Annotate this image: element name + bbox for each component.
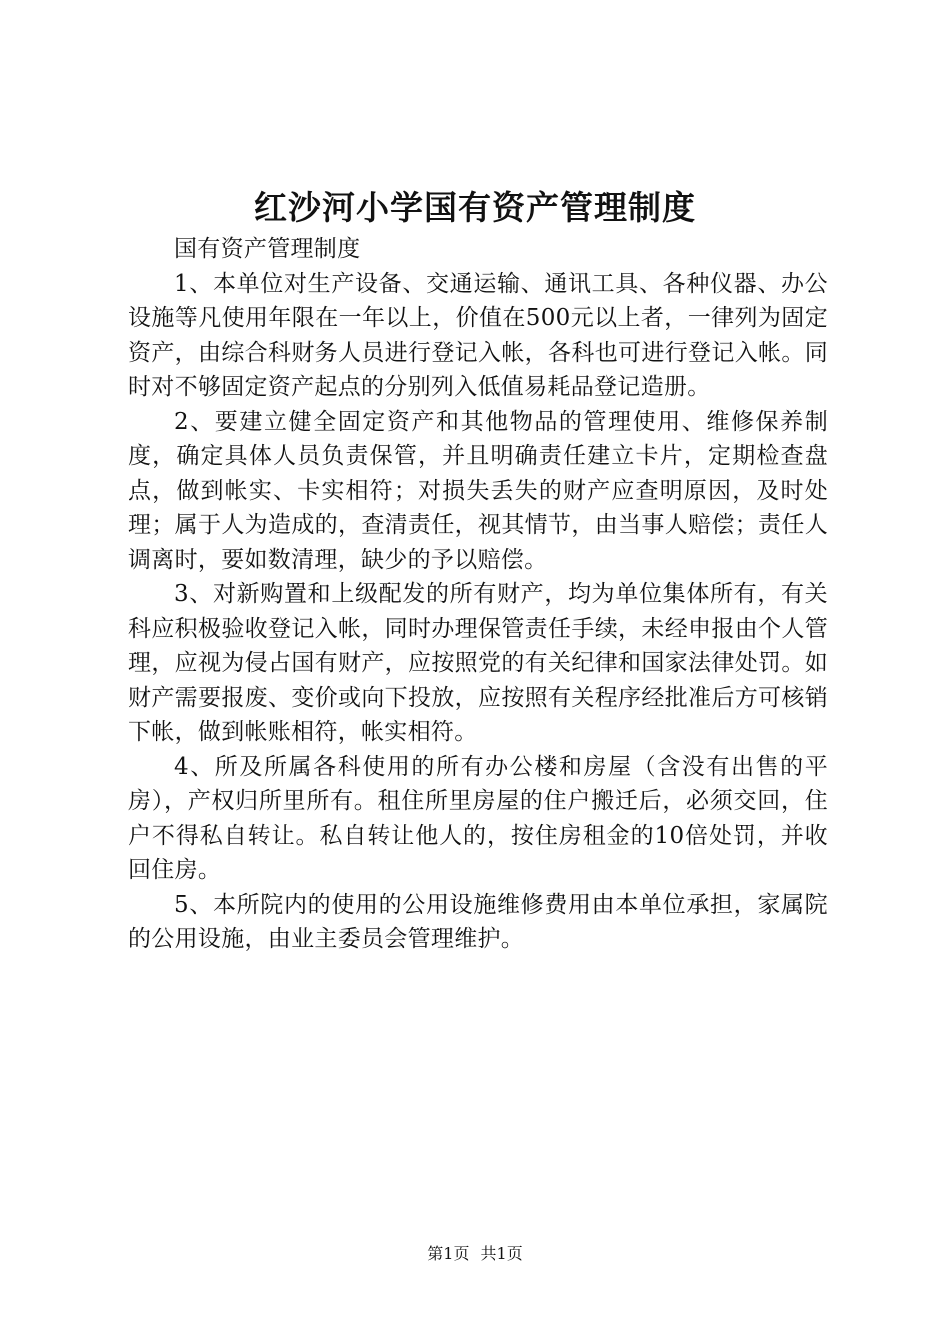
paragraph-1: 1、本单位对生产设备、交通运输、通讯工具、各种仪器、办公设施等凡使用年限在一年以上，价值在500元以上者，一律列为固定资产，由综合科财务人员进行登记入帐，各科也可进行登记入帐。同时对不够固定资产起点的分别列入低值易耗品登记造册。	[128, 270, 828, 400]
paragraph-2: 2、要建立健全固定资产和其他物品的管理使用、维修保养制度，确定具体人员负责保管，并且明确责任建立卡片，定期检查盘点，做到帐实、卡实相符；对损失丢失的财产应查明原因，及时处理；属于人为造成的，查清责任，视其情节，由当事人赔偿；责任人调离时，要如数清理，缺少的予以赔偿。	[128, 408, 828, 573]
document-body	[128, 232, 828, 957]
document-subtitle: 国有资产管理制度	[174, 236, 361, 262]
paragraph-4: 4、所及所属各科使用的所有办公楼和房屋（含没有出售的平房），产权归所里所有。租住所里房屋的住户搬迁后，必须交回，住户不得私自转让。私自转让他人的，按住房租金的10倍处罚，并收回住房。	[128, 753, 828, 883]
page-footer: 第1页 共1页	[427, 1244, 523, 1263]
document-title: 红沙河小学国有资产管理制度	[254, 188, 696, 227]
paragraph-5: 5、本所院内的使用的公用设施维修费用由本单位承担，家属院的公用设施，由业主委员会管理维护。	[128, 891, 828, 952]
paragraph-3: 3、对新购置和上级配发的所有财产，均为单位集体所有，有关科应积极验收登记入帐，同时办理保管责任手续，未经申报由个人管理，应视为侵占国有财产，应按照党的有关纪律和国家法律处罚。如财产需要报废、变价或向下投放，应按照有关程序经批准后方可核销下帐，做到帐账相符，帐实相符。	[128, 581, 828, 745]
